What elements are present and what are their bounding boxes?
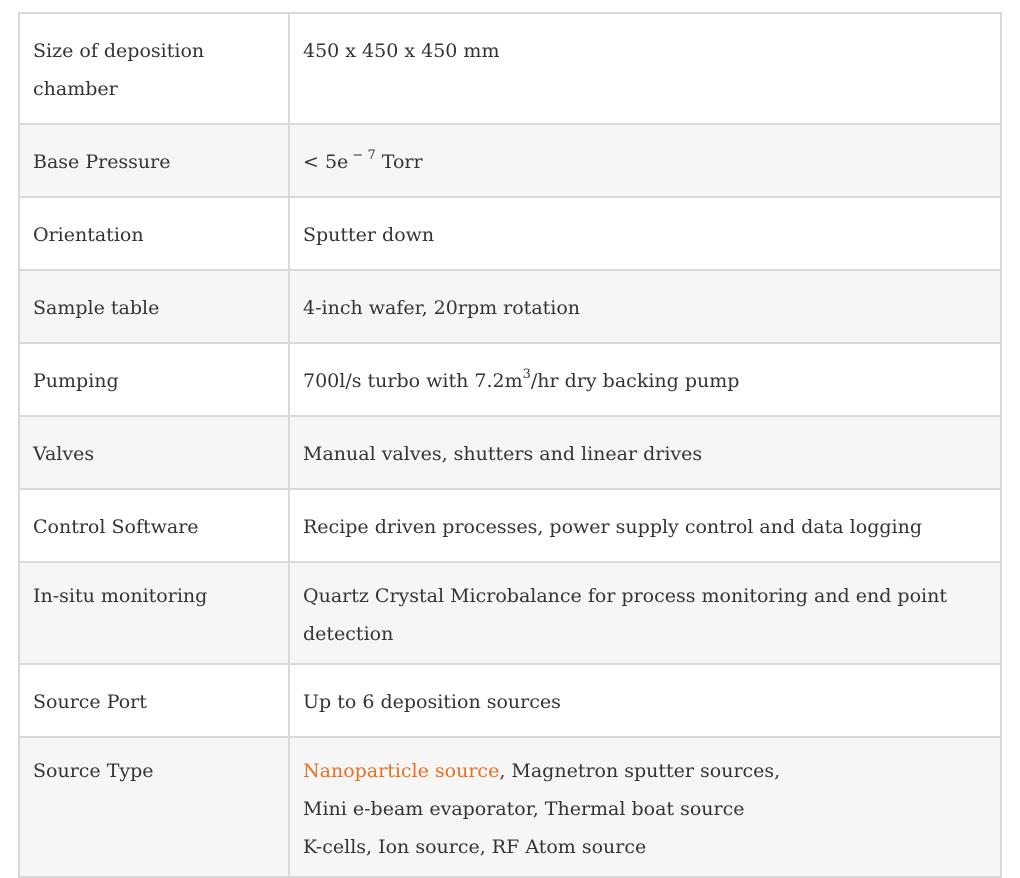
table-row: [19, 562, 1001, 664]
source-type-line-2: Mini e-beam evaporator, Thermal boat source: [303, 798, 745, 820]
value-prefix: < 5e: [303, 151, 349, 173]
row-value: Manual valves, shutters and linear drives: [289, 416, 1001, 489]
row-value: [289, 124, 1001, 197]
table-row: [19, 124, 1001, 197]
source-type-line-3: K-cells, Ion source, RF Atom source: [303, 836, 647, 858]
row-label: In-situ monitoring: [19, 562, 289, 664]
value-suffix: Torr: [375, 151, 423, 173]
row-value: 4-inch wafer, 20rpm rotation: [289, 270, 1001, 343]
row-label: Size of deposition chamber: [19, 13, 289, 124]
row-label: Valves: [19, 416, 289, 489]
row-value: Recipe driven processes, power supply control and data logging: [289, 489, 1001, 562]
value-suffix: /hr dry backing pump: [530, 370, 740, 392]
row-label: Control Software: [19, 489, 289, 562]
table-row: [19, 197, 1001, 270]
row-label: Source Type: [19, 737, 289, 877]
table-row: [19, 489, 1001, 562]
specifications-table: [18, 12, 1002, 878]
row-label: Orientation: [19, 197, 289, 270]
value-prefix: 700l/s turbo with 7.2m: [303, 370, 523, 392]
row-label: Pumping: [19, 343, 289, 416]
row-label: Sample table: [19, 270, 289, 343]
row-value: [289, 737, 1001, 877]
source-type-line-1: [303, 752, 987, 790]
value-superscript: − 7: [348, 147, 376, 163]
table-row: [19, 416, 1001, 489]
row-value: 450 x 450 x 450 mm: [289, 13, 1001, 124]
nanoparticle-source-link[interactable]: Nanoparticle source: [303, 760, 500, 782]
row-value: Sputter down: [289, 197, 1001, 270]
value-superscript: 3: [522, 366, 531, 382]
table-row: [19, 737, 1001, 877]
row-value: Quartz Crystal Microbalance for process monitoring and end point detection: [289, 562, 1001, 664]
row-label: Source Port: [19, 664, 289, 737]
row-value: Up to 6 deposition sources: [289, 664, 1001, 737]
row-label: Base Pressure: [19, 124, 289, 197]
row-value: [289, 343, 1001, 416]
table-row: [19, 270, 1001, 343]
table-row: [19, 343, 1001, 416]
source-type-line-1-rest: , Magnetron sputter sources,: [499, 760, 781, 782]
table-row: [19, 664, 1001, 737]
table-row: [19, 13, 1001, 124]
